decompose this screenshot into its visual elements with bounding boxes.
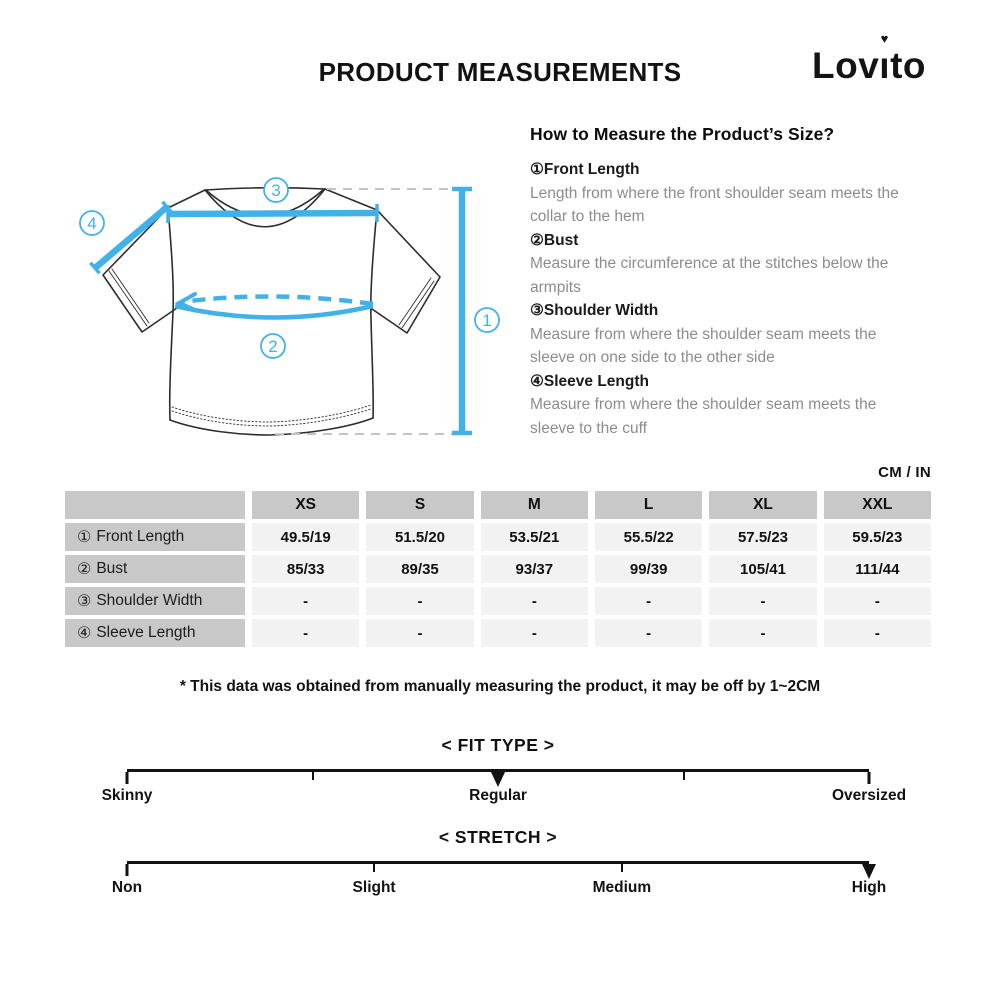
stretch-label-medium: Medium	[592, 879, 652, 896]
table-cell: 89/35	[366, 555, 473, 583]
guide-dashes	[275, 189, 455, 434]
page-title: PRODUCT MEASUREMENTS	[318, 57, 682, 87]
howto-item-title	[530, 370, 945, 394]
stretch-track	[127, 861, 869, 877]
table-cell: 59.5/23	[824, 523, 931, 551]
stretch-labels	[111, 879, 887, 899]
howto-item-label: Front Length	[543, 161, 640, 178]
marker-label-3: 3	[271, 181, 281, 200]
howto-item	[530, 299, 945, 370]
right-sleeve-stitch	[399, 278, 434, 328]
howto-item-title	[530, 299, 945, 323]
scale-tick	[373, 864, 375, 872]
howto-item	[530, 370, 945, 441]
fit-label-regular: Regular	[469, 787, 527, 804]
stretch-label-non: Non	[111, 879, 143, 896]
fit-type-scale	[101, 735, 907, 807]
circled-number: ②	[77, 561, 92, 578]
howto-item-label: Sleeve Length	[543, 372, 649, 390]
bust-arc-bottom	[175, 306, 373, 318]
scale-tick	[312, 772, 314, 780]
howto-item-label: Bust	[543, 231, 579, 249]
table-cell: 53.5/21	[481, 523, 588, 551]
column-header-xl: XL	[709, 491, 816, 519]
right-shoulder-seam	[325, 189, 377, 210]
circled-number: ③	[530, 302, 544, 319]
measurement-annotations	[91, 189, 473, 433]
units-label: CM / IN	[878, 464, 931, 481]
table-cell: 99/39	[595, 555, 702, 583]
bottom-hem	[170, 418, 373, 435]
table-cell: -	[252, 619, 359, 647]
fit-type-labels	[101, 787, 907, 807]
brand-letter-i	[879, 31, 891, 88]
shoulder-width-line	[168, 213, 377, 214]
fit-label-skinny: Skinny	[101, 787, 153, 804]
scale-tick	[683, 772, 685, 780]
marker-label-4: 4	[87, 214, 97, 233]
table-cell: 111/44	[824, 555, 931, 583]
body-right-seam	[371, 210, 377, 418]
heart-dot-icon: ♥	[880, 31, 889, 46]
table-cell: -	[595, 619, 702, 647]
stretch-label-high: High	[851, 879, 887, 896]
brand-i-stem: ı	[879, 45, 891, 86]
row-label-shoulder-width: ③ Shoulder Width	[65, 587, 245, 615]
fit-label-oversized: Oversized	[831, 787, 907, 804]
table-cell: -	[824, 619, 931, 647]
brand-logo	[812, 31, 926, 88]
circled-number: ④	[530, 372, 544, 390]
column-header-l: L	[595, 491, 702, 519]
fit-type-title: < FIT TYPE >	[441, 735, 555, 755]
how-to-measure-section	[530, 124, 945, 440]
howto-item-desc: Measure from where the shoulder seam meets the sleeve on one side to the other side	[530, 325, 877, 366]
column-header-xxl: XXL	[824, 491, 931, 519]
bust-arc-top-dashed	[181, 296, 373, 304]
table-cell: -	[709, 619, 816, 647]
circled-number: ③	[77, 593, 92, 610]
table-cell: -	[595, 587, 702, 615]
table-cell: 85/33	[252, 555, 359, 583]
howto-heading: How to Measure the Product’s Size?	[530, 124, 835, 144]
scale-tick	[126, 772, 129, 784]
hem-stitch	[172, 405, 371, 426]
table-cell: -	[709, 587, 816, 615]
circled-number: ②	[530, 231, 544, 249]
howto-item	[530, 158, 945, 229]
scale-tick	[497, 772, 499, 780]
howto-item-desc: Measure from where the shoulder seam meets the sleeve to the cuff	[530, 396, 877, 437]
howto-item-desc: Measure the circumference at the stitches below the armpits	[530, 255, 889, 296]
table-cell: 57.5/23	[709, 523, 816, 551]
table-cell: 49.5/19	[252, 523, 359, 551]
scale-tick	[868, 772, 871, 784]
table-cell: 105/41	[709, 555, 816, 583]
column-header-m: M	[481, 491, 588, 519]
stretch-title: < STRETCH >	[438, 827, 558, 847]
tshirt-measurement-diagram	[55, 150, 505, 450]
table-cell: 93/37	[481, 555, 588, 583]
scale-tick	[126, 864, 129, 876]
scale-tick	[621, 864, 623, 872]
howto-item	[530, 229, 945, 300]
left-sleeve-stitch	[109, 269, 149, 326]
fit-type-track	[127, 769, 869, 785]
howto-item-label: Shoulder Width	[543, 302, 659, 319]
table-cell: -	[366, 587, 473, 615]
table-cell: -	[252, 587, 359, 615]
stretch-label-slight: Slight	[352, 879, 396, 896]
howto-item-title	[530, 229, 945, 253]
measurement-disclaimer: * This data was obtained from manually measuring the product, it may be off by 1~2CM	[179, 678, 821, 695]
circled-number: ①	[530, 161, 544, 178]
left-shoulder-seam	[168, 190, 205, 208]
table-cell: 51.5/20	[366, 523, 473, 551]
brand-text-end: to	[890, 45, 926, 86]
table-cell: 55.5/22	[595, 523, 702, 551]
table-cell: -	[824, 587, 931, 615]
row-label-front-length: ① Front Length	[65, 523, 245, 551]
circled-number: ①	[77, 529, 92, 546]
marker-label-1: 1	[482, 311, 492, 330]
table-cell: -	[481, 587, 588, 615]
scale-tick	[868, 864, 871, 876]
circled-number: ④	[77, 625, 92, 642]
table-cell: -	[366, 619, 473, 647]
table-cell: -	[481, 619, 588, 647]
sleeve-length-line	[95, 207, 167, 268]
column-header-xs: XS	[252, 491, 359, 519]
howto-item-title	[530, 158, 945, 182]
row-label-sleeve-length: ④ Sleeve Length	[65, 619, 245, 647]
column-header-s: S	[366, 491, 473, 519]
howto-item-desc: Length from where the front shoulder seam meets the collar to the hem	[530, 184, 899, 225]
stretch-scale	[111, 827, 887, 899]
row-label-bust: ② Bust	[65, 555, 245, 583]
size-table	[65, 491, 931, 647]
table-corner-cell	[65, 491, 245, 519]
tshirt-outline	[103, 188, 440, 435]
brand-text: Lov	[812, 45, 880, 86]
marker-label-2: 2	[268, 337, 278, 356]
